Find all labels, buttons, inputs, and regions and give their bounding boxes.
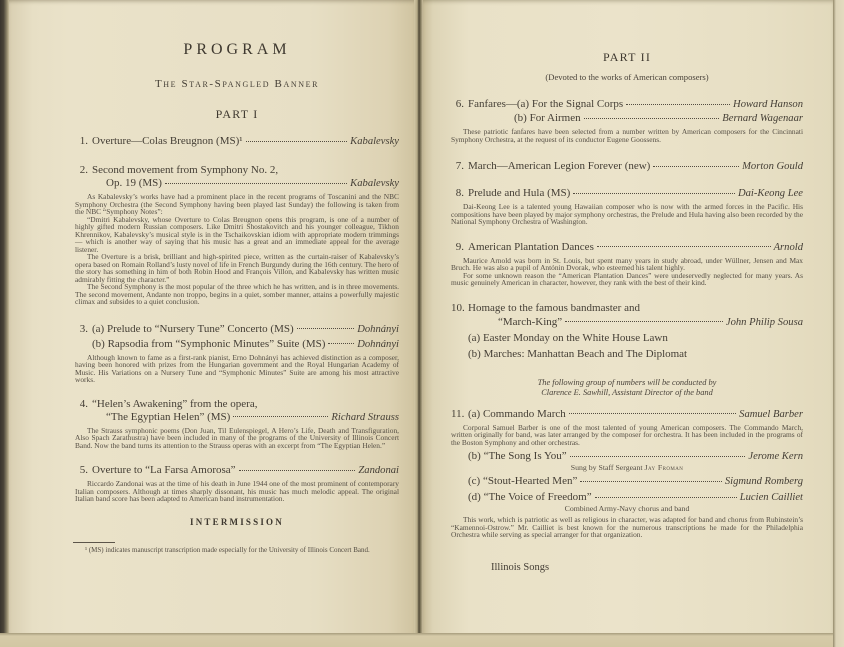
item-note bbox=[451, 257, 803, 287]
item-composer: Howard Hanson bbox=[733, 99, 803, 110]
item-composer: Dai-Keong Lee bbox=[737, 188, 803, 199]
item-subline bbox=[451, 332, 803, 345]
footnote-rule bbox=[73, 542, 115, 543]
item-number: 5. bbox=[79, 464, 88, 476]
part-one-heading: PART I bbox=[215, 107, 259, 121]
dot-leader bbox=[573, 193, 735, 194]
item-composer: Lucien Cailliet bbox=[739, 492, 803, 503]
item-title-row bbox=[451, 491, 803, 504]
dot-leader bbox=[595, 497, 737, 498]
note-paragraph: These patriotic fanfares have been selected from a number written by American composers for the Cincinnati Symphony Orchestra, at the request of its conductor Eugene Goossens. bbox=[451, 127, 803, 144]
page-gutter-shadow bbox=[414, 0, 423, 636]
program-item-10 bbox=[451, 302, 803, 361]
dot-leader bbox=[565, 321, 723, 322]
item-number: 4. bbox=[79, 397, 88, 410]
item-subline bbox=[451, 348, 803, 361]
item-title-row bbox=[451, 302, 803, 315]
item-title-row bbox=[451, 475, 803, 488]
singer-name: Jay Froman bbox=[644, 463, 684, 472]
left-page bbox=[9, 0, 415, 636]
item-composer: John Philip Sousa bbox=[725, 316, 803, 328]
item-title-row bbox=[75, 164, 399, 177]
item-title: (b) Rapsodia from “Symphonic Minutes” Suite (MS) bbox=[92, 337, 326, 350]
sung-by-line bbox=[451, 463, 803, 472]
dot-leader bbox=[233, 416, 328, 417]
intermission-heading: INTERMISSION bbox=[190, 516, 284, 527]
item-composer: Arnold bbox=[773, 241, 803, 253]
note-paragraph: As Kabalevsky’s works have had a prominent place in the recent programs of Toscanini and the NBC Symphony Orchestra (the Second Symphony having been played last Sunday) the following is taken from the NBC “Symphony Notes”: bbox=[75, 192, 399, 216]
item-title-row bbox=[451, 450, 803, 463]
item-title: “Helen’s Awakening” from the opera, bbox=[92, 397, 258, 410]
conductor-note-line: Clarence E. Sawhill, Assistant Director of the band bbox=[541, 387, 713, 397]
footnote-line: ¹ (MS) indicates manuscript transcription made especially for the University of Illinois Concert Band. bbox=[85, 545, 370, 554]
item-title-row bbox=[451, 241, 803, 254]
item-composer: Bernard Wagenaar bbox=[722, 113, 803, 124]
item-note bbox=[75, 193, 399, 306]
item-note bbox=[451, 203, 803, 226]
program-item-9 bbox=[451, 241, 803, 287]
dot-leader bbox=[328, 343, 354, 344]
dot-leader bbox=[569, 413, 736, 414]
scan-edge-left bbox=[0, 0, 9, 647]
item-composer: Dohnányi bbox=[357, 338, 399, 350]
conductor-note bbox=[451, 378, 803, 398]
item-title: American Plantation Dances bbox=[468, 240, 594, 253]
sung-by-prefix: Sung by Staff Sergeant bbox=[570, 463, 645, 472]
anthem-title: The Star-Spangled Banner bbox=[154, 78, 320, 90]
item-note bbox=[451, 424, 803, 447]
item-note bbox=[75, 354, 399, 384]
conductor-note-line: The following group of numbers will be conducted by bbox=[537, 377, 717, 387]
part-two-subtitle: (Devoted to the works of American composers) bbox=[545, 72, 709, 82]
item-number: 9. bbox=[455, 240, 464, 253]
item-title-row bbox=[75, 464, 399, 477]
right-page bbox=[423, 0, 833, 636]
program-item-3 bbox=[75, 323, 399, 384]
item-title: Second movement from Symphony No. 2, bbox=[92, 164, 279, 176]
item-note bbox=[451, 516, 803, 539]
item-number: 2. bbox=[79, 164, 88, 176]
item-title-row bbox=[451, 187, 803, 200]
item-composer: Dohnányi bbox=[357, 323, 399, 335]
item-title-row-2 bbox=[75, 338, 399, 351]
note-paragraph: The Overture is a brisk, brilliant and high-spirited piece, written as the curtain-raiser of Kabalevsky’s opera based on Romain Rolland’s lusty novel of life in French Burgundy during the 16th century. The hero of the story has something in him of both Robin Hood and François Villon, and Kabalevsky has written music admirably fitting the character.” bbox=[75, 252, 399, 284]
dot-leader bbox=[584, 118, 720, 119]
item-title-continued: Op. 19 (MS) bbox=[106, 177, 162, 189]
item-title: March—American Legion Forever (new) bbox=[468, 160, 651, 172]
item-title-continued: “The Egyptian Helen” (MS) bbox=[106, 410, 231, 423]
dot-leader bbox=[570, 456, 746, 457]
item-title-row-2 bbox=[451, 112, 803, 125]
item-title-row bbox=[75, 398, 399, 411]
item-number: 3. bbox=[79, 322, 88, 335]
item-title-row-2 bbox=[451, 316, 803, 329]
ensemble-line: Combined Army-Navy chorus and band bbox=[564, 504, 690, 513]
program-item-6 bbox=[451, 98, 803, 143]
subitem-a: (a) Easter Monday on the White House Lawn bbox=[468, 331, 668, 344]
note-paragraph: The Strauss symphonic poems (Don Juan, Til Eulenspiegel, A Hero’s Life, Death and Transfiguration, Also Spach Zarathustra) have been included in many of the programs of the University of Illinois Concert Band. Now the band turns its attention to the Strauss operas with an excerpt from “The Egyptian Helen.” bbox=[75, 425, 399, 450]
scan-edge-bottom bbox=[0, 633, 844, 647]
item-title: (b) “The Song Is You” bbox=[468, 450, 567, 462]
item-composer: Morton Gould bbox=[742, 161, 803, 172]
item-title-row bbox=[451, 98, 803, 111]
page-title: PROGRAM bbox=[183, 41, 291, 58]
footer-text: Illinois Songs bbox=[491, 561, 550, 573]
item-title-row-2 bbox=[75, 411, 399, 424]
item-title-row bbox=[75, 323, 399, 336]
item-composer: Zandonai bbox=[358, 465, 399, 476]
item-number: 7. bbox=[455, 160, 464, 172]
item-title: Homage to the famous bandmaster and bbox=[468, 301, 640, 314]
item-note bbox=[451, 128, 803, 143]
footnote-block bbox=[75, 542, 399, 555]
scan-edge-right bbox=[833, 0, 844, 647]
item-title-continued: “March-King” bbox=[498, 315, 563, 328]
item-composer: Jerome Kern bbox=[748, 451, 803, 462]
item-title: (b) For Airmen bbox=[514, 112, 581, 124]
item-title: Prelude and Hula (MS) bbox=[468, 187, 571, 199]
item-title-row bbox=[451, 408, 803, 421]
item-number: 11. bbox=[451, 407, 465, 420]
item-title: (c) “Stout-Hearted Men” bbox=[468, 475, 578, 487]
dot-leader bbox=[297, 328, 355, 329]
program-item-11 bbox=[451, 408, 803, 539]
program-item-8 bbox=[451, 187, 803, 226]
item-title: (a) Commando March bbox=[468, 407, 566, 420]
dot-leader bbox=[580, 481, 721, 482]
note-paragraph: Dai-Keong Lee is a talented young Hawaiian composer who is now with the armed forces in the Pacific. His compositions have been played by major symphony orchestras, the Prelude and Hula having also been recorded by the National Symphony Orchestra of Washington. bbox=[451, 202, 803, 226]
item-number: 8. bbox=[455, 187, 464, 199]
item-composer: Kabalevsky bbox=[350, 136, 399, 147]
item-title-row-2 bbox=[75, 177, 399, 190]
program-item-2 bbox=[75, 164, 399, 306]
program-item-4 bbox=[75, 398, 399, 450]
program-item-5 bbox=[75, 464, 399, 503]
item-number: 6. bbox=[455, 98, 464, 110]
dot-leader bbox=[626, 104, 730, 105]
item-note bbox=[75, 480, 399, 503]
note-paragraph: Riccardo Zandonai was at the time of his death in June 1944 one of the most prominent of contemporary Italian composers. Although at times sharply dissonant, his music has much melodic appeal. The original Italian band score has been adapted to American band instrumentation. bbox=[75, 479, 399, 503]
note-paragraph: “Dmitri Kabalevsky, whose Overture to Colas Breugnon opens this program, is one of a number of highly gifted modern Russian composers. Like Dmitri Shostakovitch and his younger colleague, Tikhon Khrennikov, Kabalevsky’s musical style is in the Tschaikovskian idiom with appropriate modern trimmings — which is another way of saying that his music has a great and an immediate appeal for the average listener. bbox=[75, 214, 399, 254]
item-number: 1. bbox=[79, 135, 88, 147]
dot-leader bbox=[653, 166, 739, 167]
item-title: (a) Prelude to “Nursery Tune” Concerto (MS) bbox=[92, 322, 294, 335]
footnote-text bbox=[75, 547, 399, 555]
item-title: Overture—Colas Breugnon (MS)¹ bbox=[92, 135, 243, 147]
dot-leader bbox=[246, 141, 348, 142]
note-paragraph: Corporal Samuel Barber is one of the most talented of young American composers. The Commando March, written originally for band, was later arranged by the composer for orchestra. It has been included in the programs of the Boston Symphony and other orchestras. bbox=[451, 422, 803, 447]
item-composer: Richard Strauss bbox=[331, 411, 399, 423]
program-item-7 bbox=[451, 160, 803, 173]
dot-leader bbox=[165, 183, 347, 184]
dot-leader bbox=[239, 470, 356, 471]
item-title: Overture to “La Farsa Amorosa” bbox=[92, 464, 236, 476]
note-paragraph: The Second Symphony is the most popular of the three which he has written, and is in three movements. The second movement, Andante non troppo, begins in a quiet, somber manner, attains a powerfully majestic climax and subsides to a quiet conclusion. bbox=[75, 282, 399, 306]
program-item-1 bbox=[75, 135, 399, 148]
item-composer: Samuel Barber bbox=[739, 408, 803, 420]
subitem-b: (b) Marches: Manhattan Beach and The Diplomat bbox=[468, 347, 688, 360]
note-paragraph: Although known to fame as a first-rank pianist, Erno Dohnányi has achieved distinction as a composer, having been honored with prizes from the Hungarian government and the Royal Hungarian Academy of Music. His Variations on a Nursery Tune and “Symphonic Minutes” Suite are among his most attractive works. bbox=[75, 352, 399, 384]
note-paragraph: Maurice Arnold was born in St. Louis, but spent many years in study abroad, under Wüllner, Jensen and Max Bruch. He was also a pupil of Antónin Dvorak, who esteemed his talent highly. bbox=[451, 255, 803, 272]
item-title: Fanfares—(a) For the Signal Corps bbox=[468, 98, 624, 110]
note-paragraph: For some unknown reason the “American Plantation Dances” were undeservedly neglected for many years. As music genuinely American in character, however, they rank with the best of their kind. bbox=[451, 270, 803, 287]
dot-leader bbox=[597, 246, 771, 247]
item-number: 10. bbox=[451, 301, 465, 314]
item-title: (d) “The Voice of Freedom” bbox=[468, 491, 592, 503]
item-composer: Sigmund Romberg bbox=[724, 476, 803, 487]
note-paragraph: This work, which is patriotic as well as religious in character, was adapted for band and chorus from Rubinstein’s “Kamennoi-Ostrow.” Mr. Cailliet is best known for the numerous transcriptions he made for the Philadelphia Orchestra while serving as special arranger for that organization. bbox=[451, 515, 803, 539]
part-two-heading: PART II bbox=[602, 50, 652, 64]
item-note bbox=[75, 427, 399, 450]
item-composer: Kabalevsky bbox=[350, 178, 399, 189]
